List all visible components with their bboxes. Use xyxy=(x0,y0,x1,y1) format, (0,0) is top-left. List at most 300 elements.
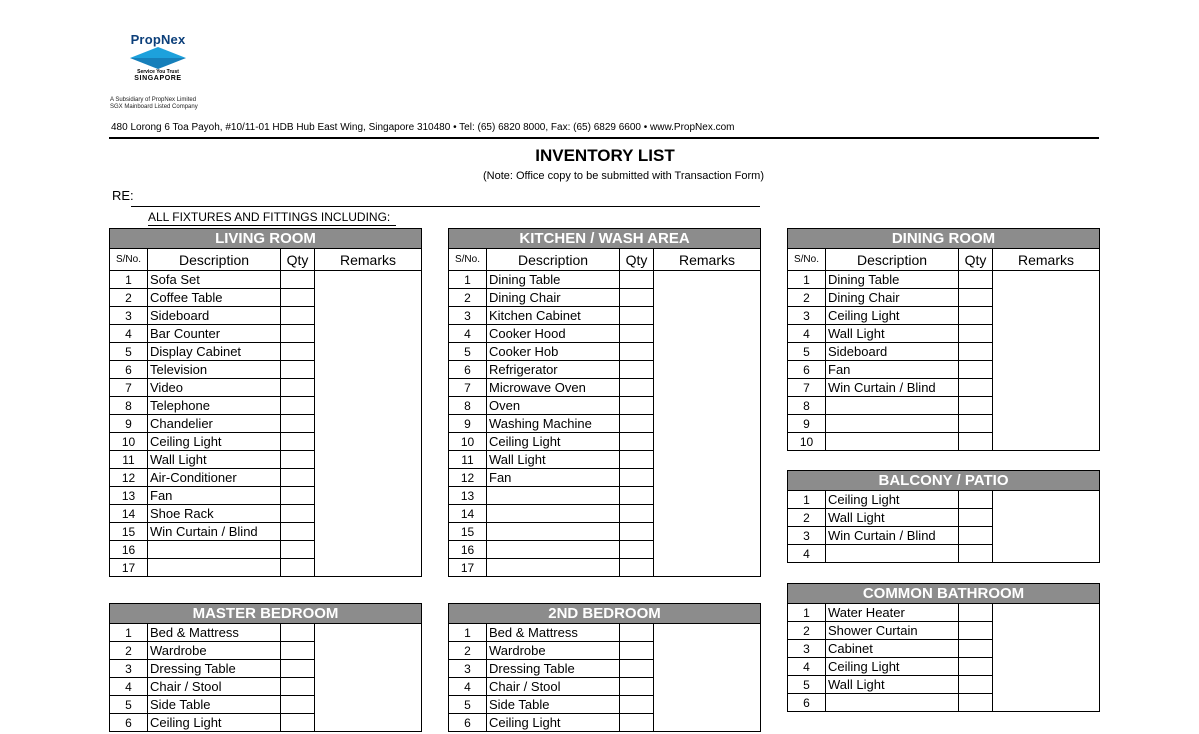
table-row xyxy=(110,343,422,361)
item-description[interactable]: Ceiling Light xyxy=(487,433,620,451)
serial-number: 1 xyxy=(110,271,148,289)
quantity-cell[interactable] xyxy=(281,487,315,505)
remarks-cell[interactable] xyxy=(993,545,1100,563)
quantity-cell[interactable] xyxy=(959,545,993,563)
table-row xyxy=(110,379,422,397)
column-header-remarks: Remarks xyxy=(315,249,422,271)
quantity-cell[interactable] xyxy=(620,523,654,541)
item-description[interactable] xyxy=(148,559,281,577)
item-description[interactable]: Fan xyxy=(826,361,959,379)
remarks-cell[interactable] xyxy=(315,541,422,559)
table-row xyxy=(449,379,761,397)
item-description[interactable]: Cooker Hood xyxy=(487,325,620,343)
item-description[interactable]: Wall Light xyxy=(148,451,281,469)
serial-number: 1 xyxy=(788,491,826,509)
serial-number: 7 xyxy=(788,379,826,397)
remarks-cell[interactable] xyxy=(315,505,422,523)
remarks-cell[interactable] xyxy=(315,487,422,505)
item-description[interactable]: Win Curtain / Blind xyxy=(826,379,959,397)
item-description[interactable]: Display Cabinet xyxy=(148,343,281,361)
quantity-cell[interactable] xyxy=(281,714,315,732)
table-master xyxy=(109,603,422,732)
quantity-cell[interactable] xyxy=(281,361,315,379)
remarks-cell[interactable] xyxy=(993,307,1100,325)
item-description[interactable]: Oven xyxy=(487,397,620,415)
serial-number: 1 xyxy=(449,271,487,289)
re-label: RE: xyxy=(112,188,134,203)
item-description[interactable]: Wall Light xyxy=(826,509,959,527)
table-row xyxy=(449,660,761,678)
item-description[interactable]: Ceiling Light xyxy=(148,433,281,451)
item-description[interactable] xyxy=(487,487,620,505)
table-row xyxy=(788,527,1100,545)
serial-number: 2 xyxy=(788,509,826,527)
serial-number: 6 xyxy=(449,361,487,379)
quantity-cell[interactable] xyxy=(620,714,654,732)
item-description[interactable]: Dining Table xyxy=(487,271,620,289)
quantity-cell[interactable] xyxy=(620,559,654,577)
quantity-cell[interactable] xyxy=(959,343,993,361)
table-row xyxy=(788,271,1100,289)
remarks-cell[interactable] xyxy=(315,660,422,678)
remarks-cell[interactable] xyxy=(993,343,1100,361)
item-description[interactable]: Bed & Mattress xyxy=(148,624,281,642)
item-description[interactable]: Video xyxy=(148,379,281,397)
quantity-cell[interactable] xyxy=(620,660,654,678)
serial-number: 10 xyxy=(449,433,487,451)
table-row xyxy=(449,714,761,732)
table-row xyxy=(449,624,761,642)
item-description[interactable]: Chandelier xyxy=(148,415,281,433)
quantity-cell[interactable] xyxy=(281,660,315,678)
table-row xyxy=(110,559,422,577)
remarks-cell[interactable] xyxy=(315,696,422,714)
quantity-cell[interactable] xyxy=(620,624,654,642)
serial-number: 7 xyxy=(449,379,487,397)
serial-number: 4 xyxy=(110,325,148,343)
table-row xyxy=(110,433,422,451)
item-description[interactable]: Dining Chair xyxy=(826,289,959,307)
remarks-cell[interactable] xyxy=(315,397,422,415)
quantity-cell[interactable] xyxy=(620,541,654,559)
remarks-cell[interactable] xyxy=(654,271,761,289)
remarks-cell[interactable] xyxy=(315,379,422,397)
item-description[interactable] xyxy=(826,545,959,563)
quantity-cell[interactable] xyxy=(281,289,315,307)
item-description[interactable]: Win Curtain / Blind xyxy=(148,523,281,541)
remarks-cell[interactable] xyxy=(315,289,422,307)
quantity-cell[interactable] xyxy=(281,469,315,487)
serial-number: 13 xyxy=(110,487,148,505)
item-description[interactable]: Dining Table xyxy=(826,271,959,289)
table-row xyxy=(110,289,422,307)
table-row xyxy=(110,271,422,289)
quantity-cell[interactable] xyxy=(620,415,654,433)
table-row xyxy=(449,415,761,433)
quantity-cell[interactable] xyxy=(281,451,315,469)
item-description[interactable]: Television xyxy=(148,361,281,379)
remarks-cell[interactable] xyxy=(315,271,422,289)
remarks-cell[interactable] xyxy=(654,714,761,732)
item-description[interactable] xyxy=(487,559,620,577)
item-description[interactable]: Ceiling Light xyxy=(487,714,620,732)
quantity-cell[interactable] xyxy=(959,289,993,307)
serial-number: 4 xyxy=(449,678,487,696)
remarks-cell[interactable] xyxy=(993,491,1100,509)
page-note: (Note: Office copy to be submitted with Transaction Form) xyxy=(482,170,765,182)
serial-number: 3 xyxy=(449,660,487,678)
logo-tagline: Service You Trust xyxy=(137,69,179,75)
item-description[interactable] xyxy=(148,541,281,559)
serial-number: 3 xyxy=(110,307,148,325)
item-description[interactable] xyxy=(826,433,959,451)
remarks-cell[interactable] xyxy=(315,469,422,487)
remarks-cell[interactable] xyxy=(654,379,761,397)
quantity-cell[interactable] xyxy=(959,361,993,379)
page-title-wrap xyxy=(0,146,1199,166)
remarks-cell[interactable] xyxy=(993,676,1100,694)
remarks-cell[interactable] xyxy=(993,509,1100,527)
remarks-cell[interactable] xyxy=(654,678,761,696)
table-row xyxy=(788,545,1100,563)
serial-number: 11 xyxy=(110,451,148,469)
item-description[interactable]: Wall Light xyxy=(826,325,959,343)
item-description[interactable]: Wall Light xyxy=(826,676,959,694)
serial-number: 4 xyxy=(788,545,826,563)
table-row xyxy=(449,343,761,361)
remarks-cell[interactable] xyxy=(654,660,761,678)
serial-number: 7 xyxy=(110,379,148,397)
quantity-cell[interactable] xyxy=(620,451,654,469)
quantity-cell[interactable] xyxy=(959,325,993,343)
quantity-cell[interactable] xyxy=(281,433,315,451)
quantity-cell[interactable] xyxy=(620,433,654,451)
item-description[interactable] xyxy=(826,397,959,415)
serial-number: 4 xyxy=(788,658,826,676)
section-title-master: MASTER BEDROOM xyxy=(110,604,422,624)
serial-number: 6 xyxy=(788,361,826,379)
quantity-cell[interactable] xyxy=(281,696,315,714)
item-description[interactable]: Sideboard xyxy=(826,343,959,361)
quantity-cell[interactable] xyxy=(281,505,315,523)
quantity-cell[interactable] xyxy=(281,271,315,289)
remarks-cell[interactable] xyxy=(315,307,422,325)
item-description[interactable] xyxy=(826,694,959,712)
remarks-cell[interactable] xyxy=(315,678,422,696)
quantity-cell[interactable] xyxy=(281,678,315,696)
table-bed2 xyxy=(448,603,761,732)
remarks-cell[interactable] xyxy=(993,527,1100,545)
quantity-cell[interactable] xyxy=(959,604,993,622)
quantity-cell[interactable] xyxy=(281,559,315,577)
remarks-cell[interactable] xyxy=(993,325,1100,343)
remarks-cell[interactable] xyxy=(993,433,1100,451)
serial-number: 2 xyxy=(449,642,487,660)
remarks-cell[interactable] xyxy=(315,433,422,451)
quantity-cell[interactable] xyxy=(620,678,654,696)
remarks-cell[interactable] xyxy=(654,451,761,469)
quantity-cell[interactable] xyxy=(281,415,315,433)
remarks-cell[interactable] xyxy=(993,622,1100,640)
quantity-cell[interactable] xyxy=(281,343,315,361)
quantity-cell[interactable] xyxy=(959,491,993,509)
quantity-cell[interactable] xyxy=(620,505,654,523)
item-description[interactable] xyxy=(826,415,959,433)
serial-number: 4 xyxy=(788,325,826,343)
item-description[interactable]: Fan xyxy=(148,487,281,505)
remarks-cell[interactable] xyxy=(654,307,761,325)
table-row xyxy=(449,433,761,451)
serial-number: 16 xyxy=(110,541,148,559)
section-title-bath: COMMON BATHROOM xyxy=(788,584,1100,604)
item-description[interactable]: Wardrobe xyxy=(487,642,620,660)
item-description[interactable]: Cabinet xyxy=(826,640,959,658)
remarks-cell[interactable] xyxy=(654,343,761,361)
item-description[interactable]: Wardrobe xyxy=(148,642,281,660)
column-header-remarks: Remarks xyxy=(993,249,1100,271)
table-row xyxy=(788,658,1100,676)
quantity-cell[interactable] xyxy=(959,433,993,451)
quantity-cell[interactable] xyxy=(959,640,993,658)
item-description[interactable]: Sofa Set xyxy=(148,271,281,289)
quantity-cell[interactable] xyxy=(620,343,654,361)
quantity-cell[interactable] xyxy=(620,397,654,415)
quantity-cell[interactable] xyxy=(959,527,993,545)
serial-number: 2 xyxy=(449,289,487,307)
table-row xyxy=(449,451,761,469)
quantity-cell[interactable] xyxy=(620,379,654,397)
remarks-cell[interactable] xyxy=(654,469,761,487)
remarks-cell[interactable] xyxy=(654,642,761,660)
quantity-cell[interactable] xyxy=(281,397,315,415)
serial-number: 15 xyxy=(449,523,487,541)
remarks-cell[interactable] xyxy=(993,289,1100,307)
remarks-cell[interactable] xyxy=(315,415,422,433)
serial-number: 9 xyxy=(788,415,826,433)
table-row xyxy=(449,397,761,415)
remarks-cell[interactable] xyxy=(315,642,422,660)
remarks-cell[interactable] xyxy=(315,624,422,642)
table-dining xyxy=(787,228,1100,451)
remarks-cell[interactable] xyxy=(315,343,422,361)
item-description[interactable] xyxy=(487,505,620,523)
page-title: INVENTORY LIST xyxy=(535,146,675,165)
remarks-cell[interactable] xyxy=(993,271,1100,289)
remarks-cell[interactable] xyxy=(654,624,761,642)
table-row xyxy=(449,325,761,343)
serial-number: 1 xyxy=(788,271,826,289)
serial-number: 3 xyxy=(449,307,487,325)
serial-number: 12 xyxy=(449,469,487,487)
remarks-cell[interactable] xyxy=(654,505,761,523)
quantity-cell[interactable] xyxy=(281,642,315,660)
remarks-cell[interactable] xyxy=(654,433,761,451)
item-description[interactable]: Ceiling Light xyxy=(148,714,281,732)
remarks-cell[interactable] xyxy=(315,523,422,541)
quantity-cell[interactable] xyxy=(281,307,315,325)
remarks-cell[interactable] xyxy=(315,559,422,577)
quantity-cell[interactable] xyxy=(620,487,654,505)
serial-number: 2 xyxy=(110,642,148,660)
item-description[interactable]: Chair / Stool xyxy=(148,678,281,696)
serial-number: 4 xyxy=(449,325,487,343)
remarks-cell[interactable] xyxy=(654,289,761,307)
item-description[interactable]: Wall Light xyxy=(487,451,620,469)
remarks-cell[interactable] xyxy=(654,397,761,415)
item-description[interactable]: Dressing Table xyxy=(487,660,620,678)
column-header-row xyxy=(449,249,761,271)
item-description[interactable]: Bed & Mattress xyxy=(487,624,620,642)
logo-brand: PropNex xyxy=(130,32,186,47)
table-kitchen xyxy=(448,228,761,577)
remarks-cell[interactable] xyxy=(654,523,761,541)
serial-number: 5 xyxy=(110,696,148,714)
serial-number: 17 xyxy=(449,559,487,577)
quantity-cell[interactable] xyxy=(281,523,315,541)
remarks-cell[interactable] xyxy=(993,415,1100,433)
remarks-cell[interactable] xyxy=(993,379,1100,397)
quantity-cell[interactable] xyxy=(620,271,654,289)
table-row xyxy=(788,379,1100,397)
remarks-cell[interactable] xyxy=(654,325,761,343)
quantity-cell[interactable] xyxy=(959,271,993,289)
item-description[interactable]: Kitchen Cabinet xyxy=(487,307,620,325)
remarks-cell[interactable] xyxy=(654,541,761,559)
item-description[interactable]: Bar Counter xyxy=(148,325,281,343)
serial-number: 3 xyxy=(788,640,826,658)
serial-number: 2 xyxy=(788,622,826,640)
item-description[interactable]: Air-Conditioner xyxy=(148,469,281,487)
column-header-qty: Qty xyxy=(620,249,654,271)
item-description[interactable]: Cooker Hob xyxy=(487,343,620,361)
subsidiary-note xyxy=(110,97,198,111)
table-row xyxy=(788,289,1100,307)
quantity-cell[interactable] xyxy=(959,415,993,433)
serial-number: 8 xyxy=(449,397,487,415)
company-address: 480 Lorong 6 Toa Payoh, #10/11-01 HDB Hub East Wing, Singapore 310480 • Tel: (65) 6820 8000, Fax: (65) 6829 6600 • www.PropNex.com xyxy=(111,122,735,133)
item-description[interactable]: Shoe Rack xyxy=(148,505,281,523)
item-description[interactable]: Water Heater xyxy=(826,604,959,622)
item-description[interactable]: Dining Chair xyxy=(487,289,620,307)
remarks-cell[interactable] xyxy=(315,714,422,732)
fixtures-label: ALL FIXTURES AND FITTINGS INCLUDING: xyxy=(148,210,391,224)
table-row xyxy=(110,505,422,523)
quantity-cell[interactable] xyxy=(620,469,654,487)
item-description[interactable]: Washing Machine xyxy=(487,415,620,433)
quantity-cell[interactable] xyxy=(620,307,654,325)
table-row xyxy=(788,307,1100,325)
serial-number: 6 xyxy=(788,694,826,712)
remarks-cell[interactable] xyxy=(315,325,422,343)
table-row xyxy=(110,541,422,559)
quantity-cell[interactable] xyxy=(281,541,315,559)
section-title-kitchen: KITCHEN / WASH AREA xyxy=(449,229,761,249)
remarks-cell[interactable] xyxy=(315,451,422,469)
item-description[interactable]: Sideboard xyxy=(148,307,281,325)
serial-number: 1 xyxy=(788,604,826,622)
item-description[interactable]: Chair / Stool xyxy=(487,678,620,696)
quantity-cell[interactable] xyxy=(959,694,993,712)
quantity-cell[interactable] xyxy=(620,361,654,379)
quantity-cell[interactable] xyxy=(959,397,993,415)
remarks-cell[interactable] xyxy=(654,415,761,433)
column-header-row xyxy=(788,249,1100,271)
table-living xyxy=(109,228,422,577)
quantity-cell[interactable] xyxy=(959,379,993,397)
remarks-cell[interactable] xyxy=(654,487,761,505)
item-description[interactable]: Ceiling Light xyxy=(826,491,959,509)
quantity-cell[interactable] xyxy=(620,642,654,660)
item-description[interactable]: Dressing Table xyxy=(148,660,281,678)
remarks-cell[interactable] xyxy=(993,361,1100,379)
table-row xyxy=(110,523,422,541)
item-description[interactable]: Side Table xyxy=(487,696,620,714)
item-description[interactable]: Shower Curtain xyxy=(826,622,959,640)
quantity-cell[interactable] xyxy=(959,676,993,694)
quantity-cell[interactable] xyxy=(959,509,993,527)
item-description[interactable] xyxy=(487,541,620,559)
remarks-cell[interactable] xyxy=(654,361,761,379)
remarks-cell[interactable] xyxy=(654,559,761,577)
item-description[interactable]: Win Curtain / Blind xyxy=(826,527,959,545)
serial-number: 5 xyxy=(788,676,826,694)
item-description[interactable]: Fan xyxy=(487,469,620,487)
quantity-cell[interactable] xyxy=(281,379,315,397)
remarks-cell[interactable] xyxy=(993,658,1100,676)
serial-number: 17 xyxy=(110,559,148,577)
table-row xyxy=(110,660,422,678)
serial-number: 15 xyxy=(110,523,148,541)
item-description[interactable]: Telephone xyxy=(148,397,281,415)
serial-number: 10 xyxy=(788,433,826,451)
item-description[interactable] xyxy=(487,523,620,541)
table-row xyxy=(110,487,422,505)
table-row xyxy=(788,491,1100,509)
quantity-cell[interactable] xyxy=(620,696,654,714)
item-description[interactable]: Refrigerator xyxy=(487,361,620,379)
quantity-cell[interactable] xyxy=(959,658,993,676)
quantity-cell[interactable] xyxy=(281,325,315,343)
quantity-cell[interactable] xyxy=(281,624,315,642)
table-row xyxy=(788,622,1100,640)
table-row xyxy=(449,523,761,541)
item-description[interactable]: Ceiling Light xyxy=(826,307,959,325)
item-description[interactable]: Side Table xyxy=(148,696,281,714)
table-row xyxy=(449,505,761,523)
table-row xyxy=(788,640,1100,658)
item-description[interactable]: Microwave Oven xyxy=(487,379,620,397)
propnex-logo xyxy=(128,32,188,82)
remarks-cell[interactable] xyxy=(654,696,761,714)
quantity-cell[interactable] xyxy=(959,307,993,325)
quantity-cell[interactable] xyxy=(959,622,993,640)
re-field-line[interactable] xyxy=(131,206,760,207)
table-row xyxy=(449,541,761,559)
remarks-cell[interactable] xyxy=(993,397,1100,415)
table-row xyxy=(110,451,422,469)
quantity-cell[interactable] xyxy=(620,289,654,307)
remarks-cell[interactable] xyxy=(315,361,422,379)
item-description[interactable]: Ceiling Light xyxy=(826,658,959,676)
table-row xyxy=(788,325,1100,343)
remarks-cell[interactable] xyxy=(993,694,1100,712)
table-row xyxy=(110,642,422,660)
item-description[interactable]: Coffee Table xyxy=(148,289,281,307)
serial-number: 1 xyxy=(110,624,148,642)
remarks-cell[interactable] xyxy=(993,640,1100,658)
quantity-cell[interactable] xyxy=(620,325,654,343)
remarks-cell[interactable] xyxy=(993,604,1100,622)
